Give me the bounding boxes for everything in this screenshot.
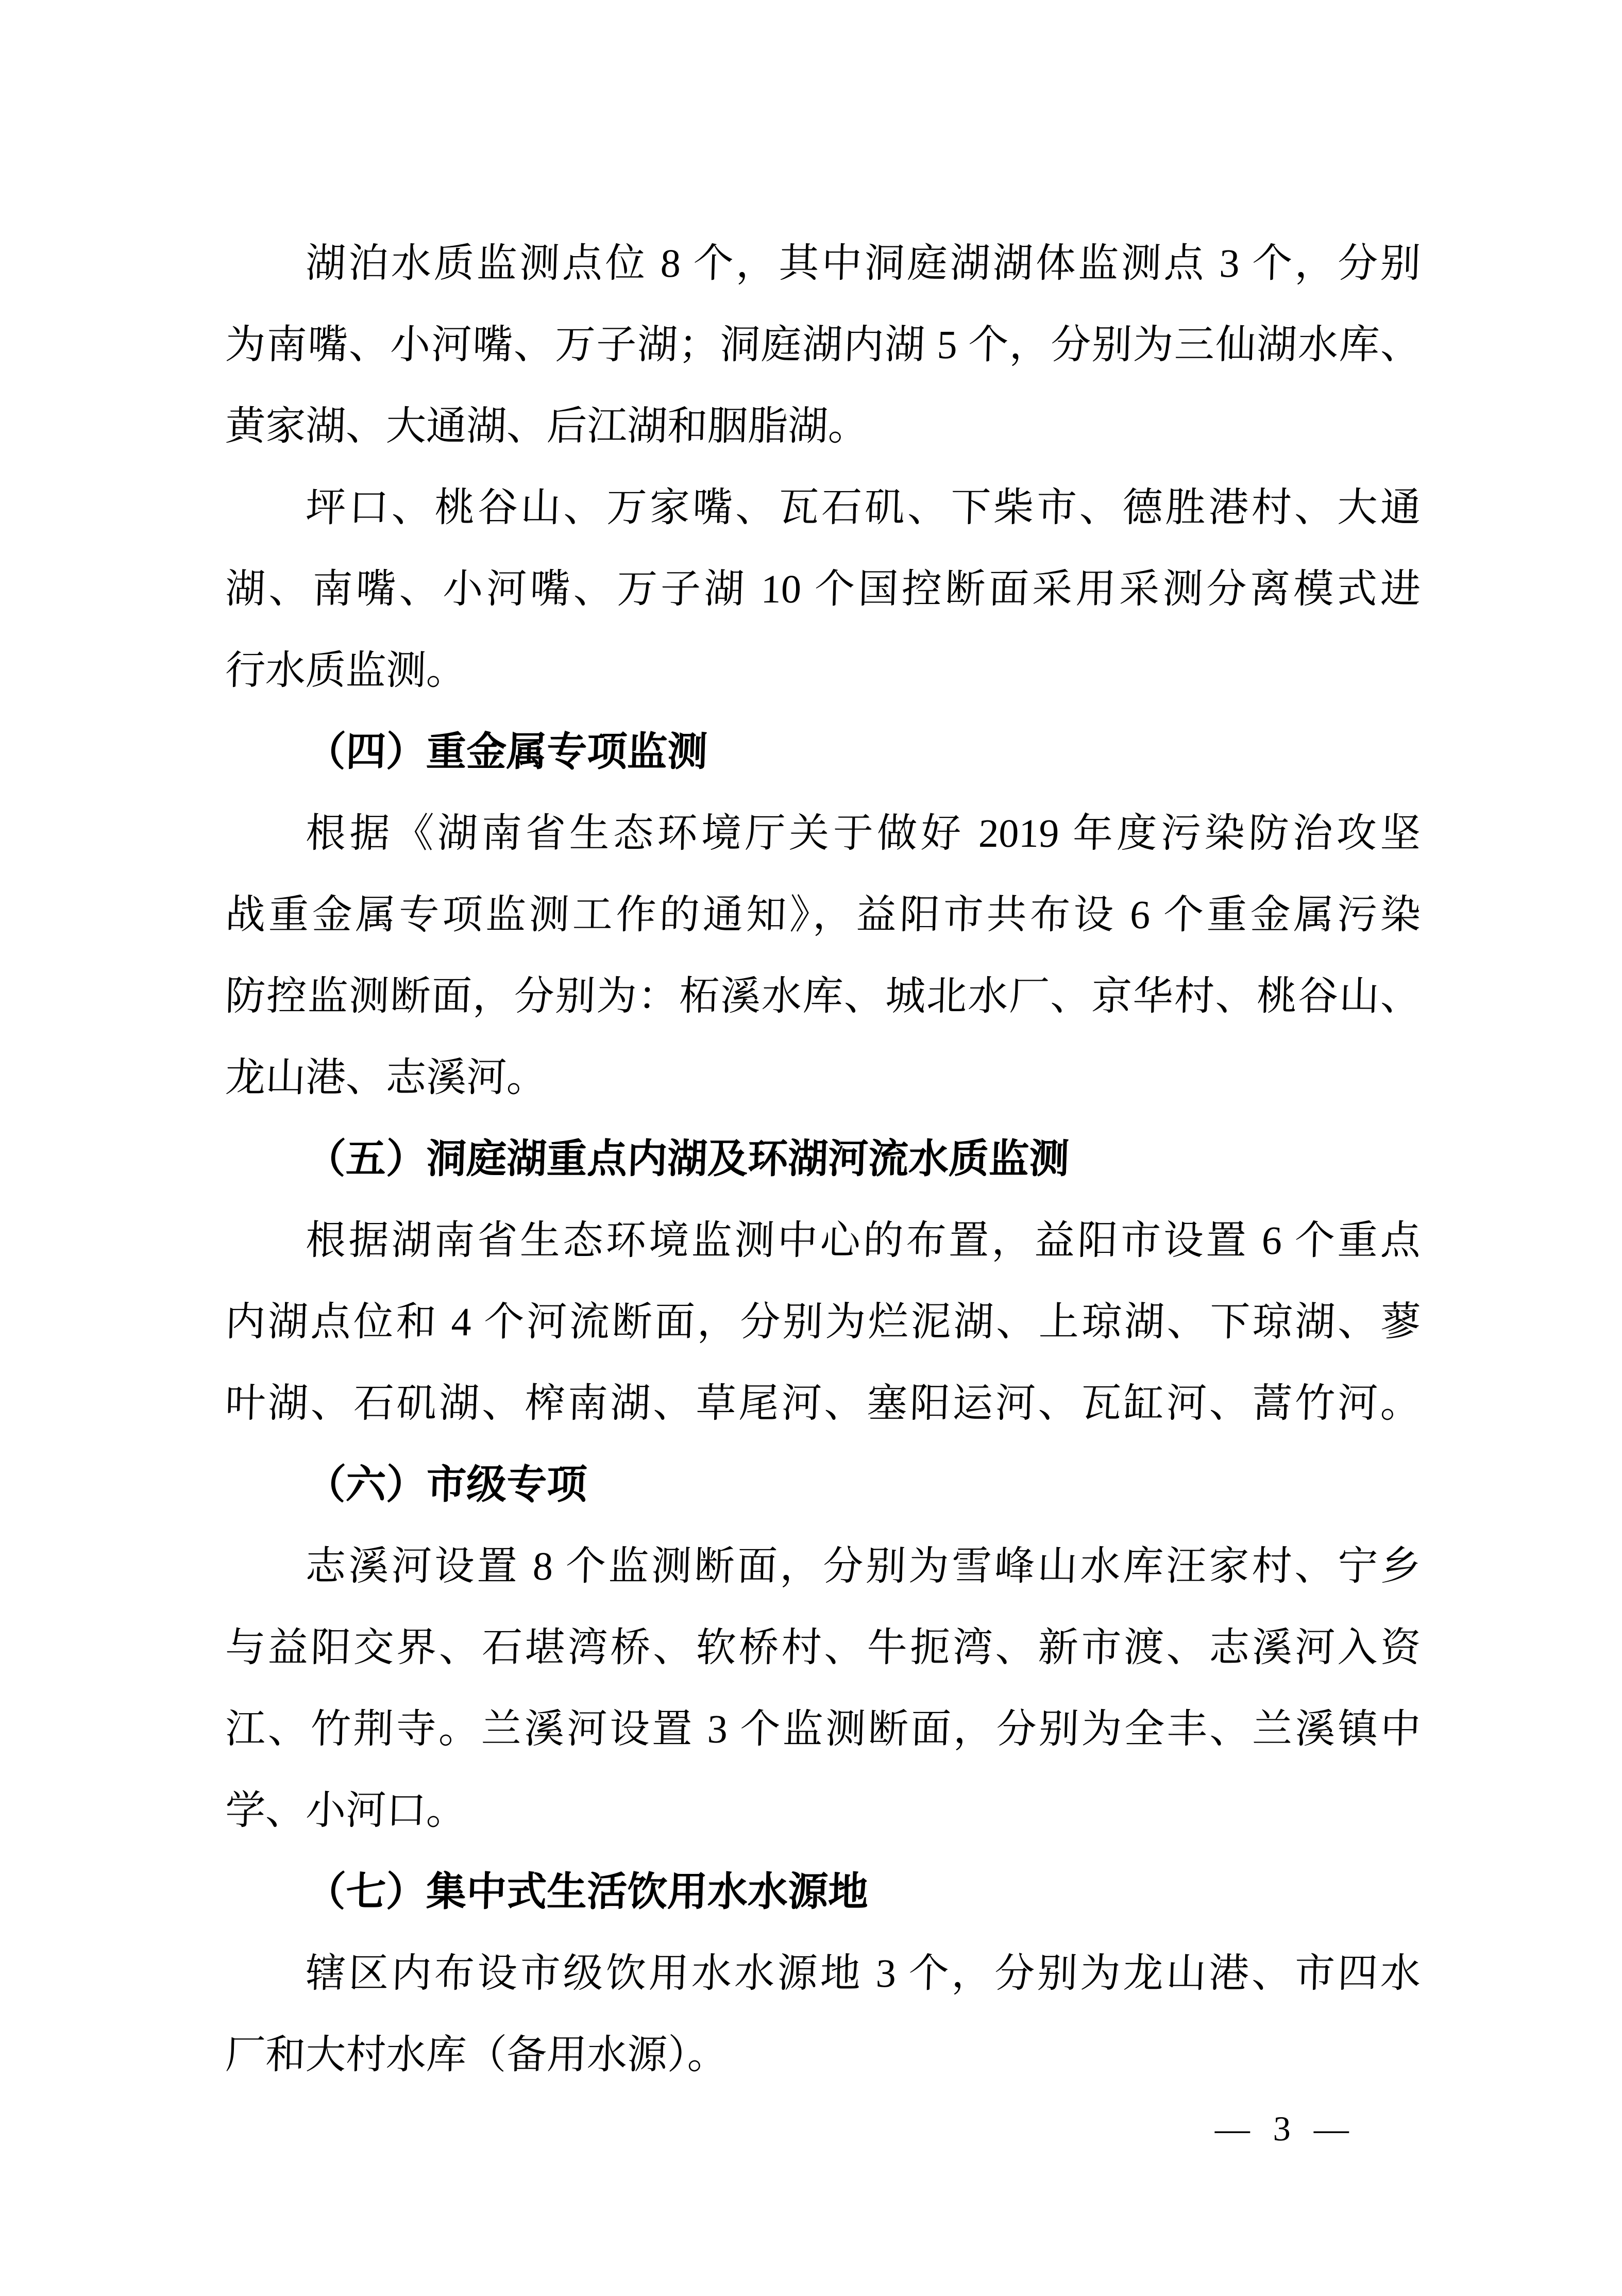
text-line: 辖区内布设市级饮用水水源地 3 个，分别为龙山港、市四水 bbox=[305, 1951, 1422, 1996]
text-line: 龙山港、志溪河。 bbox=[225, 1055, 548, 1100]
text-line: 黄家湖、大通湖、后江湖和胭脂湖。 bbox=[225, 404, 869, 448]
text-line: 内湖点位和 4 个河流断面，分别为烂泥湖、上琼湖、下琼湖、蓼 bbox=[225, 1299, 1422, 1344]
text-line: 学、小河口。 bbox=[225, 1788, 467, 1833]
text-line: 为南嘴、小河嘴、万子湖；洞庭湖内湖 5 个，分别为三仙湖水库、 bbox=[225, 322, 1422, 367]
text-line: 防控监测断面，分别为：柘溪水库、城北水厂、京华村、桃谷山、 bbox=[225, 974, 1422, 1018]
text-line: 湖、南嘴、小河嘴、万子湖 10 个国控断面采用采测分离模式进 bbox=[225, 566, 1422, 611]
section-heading: （四）重金属专项监测 bbox=[305, 729, 708, 774]
text-line: 根据湖南省生态环境监测中心的布置，益阳市设置 6 个重点 bbox=[305, 1218, 1422, 1263]
text-line: 坪口、桃谷山、万家嘴、瓦石矶、下柴市、德胜港村、大通 bbox=[305, 485, 1422, 530]
section-heading: （七）集中式生活饮用水水源地 bbox=[305, 1869, 869, 1914]
text-line: 行水质监测。 bbox=[225, 648, 467, 693]
text-line: 战重金属专项监测工作的通知》，益阳市共布设 6 个重金属污染 bbox=[225, 892, 1422, 937]
text-line: 与益阳交界、石堪湾桥、软桥村、牛扼湾、新市渡、志溪河入资 bbox=[225, 1625, 1422, 1670]
section-heading: （五）洞庭湖重点内湖及环湖河流水质监测 bbox=[305, 1136, 1070, 1181]
text-line: 志溪河设置 8 个监测断面，分别为雪峰山水库汪家村、宁乡 bbox=[305, 1544, 1422, 1588]
document-body bbox=[224, 223, 1420, 2096]
text-line: 根据《湖南省生态环境厅关于做好 2019 年度污染防治攻坚 bbox=[305, 811, 1422, 856]
section-heading: （六）市级专项 bbox=[305, 1462, 588, 1507]
text-line: 厂和大村水库（备用水源）。 bbox=[225, 2032, 729, 2077]
text-line: 叶湖、石矶湖、榨南湖、草尾河、塞阳运河、瓦缸河、蒿竹河。 bbox=[225, 1381, 1422, 1426]
page-number: — 3 — bbox=[1214, 2109, 1357, 2148]
text-line: 江、竹荆寺。兰溪河设置 3 个监测断面，分别为全丰、兰溪镇中 bbox=[225, 1706, 1422, 1751]
text-line: 湖泊水质监测点位 8 个，其中洞庭湖湖体监测点 3 个，分别 bbox=[305, 241, 1422, 286]
